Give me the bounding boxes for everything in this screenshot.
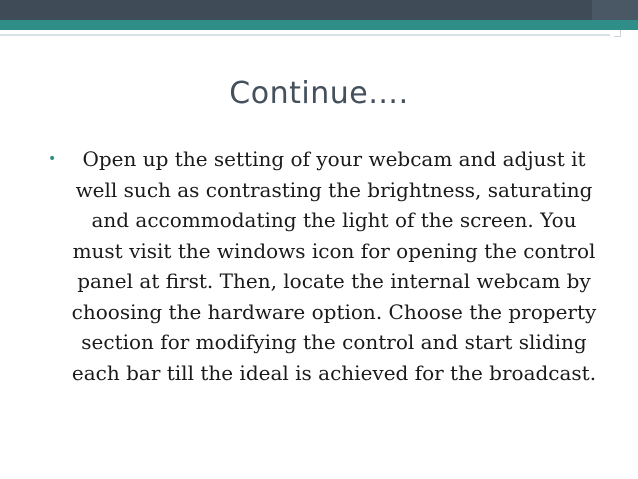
header-band-dark — [0, 0, 638, 20]
bullet-list — [48, 144, 608, 388]
header-band-accent — [592, 0, 638, 20]
bullet-marker: • — [48, 151, 57, 167]
header-band-teal — [0, 20, 638, 30]
bullet-text: Open up the setting of your webcam and adjust it well such as contrasting the brightness, saturating and accommodating the light of the screen. You must visit the windows icon for opening the control panel at first. Then, locate the internal webcam by choosing the hardware option. Choose the property section for modifying the control and start sliding each bar till the ideal is achieved for the broadcast. — [71, 147, 597, 385]
slide-title: Continue…. — [229, 76, 409, 111]
bullet-item — [48, 144, 608, 388]
header-rule — [0, 34, 610, 36]
header-rule-corner — [614, 30, 621, 37]
